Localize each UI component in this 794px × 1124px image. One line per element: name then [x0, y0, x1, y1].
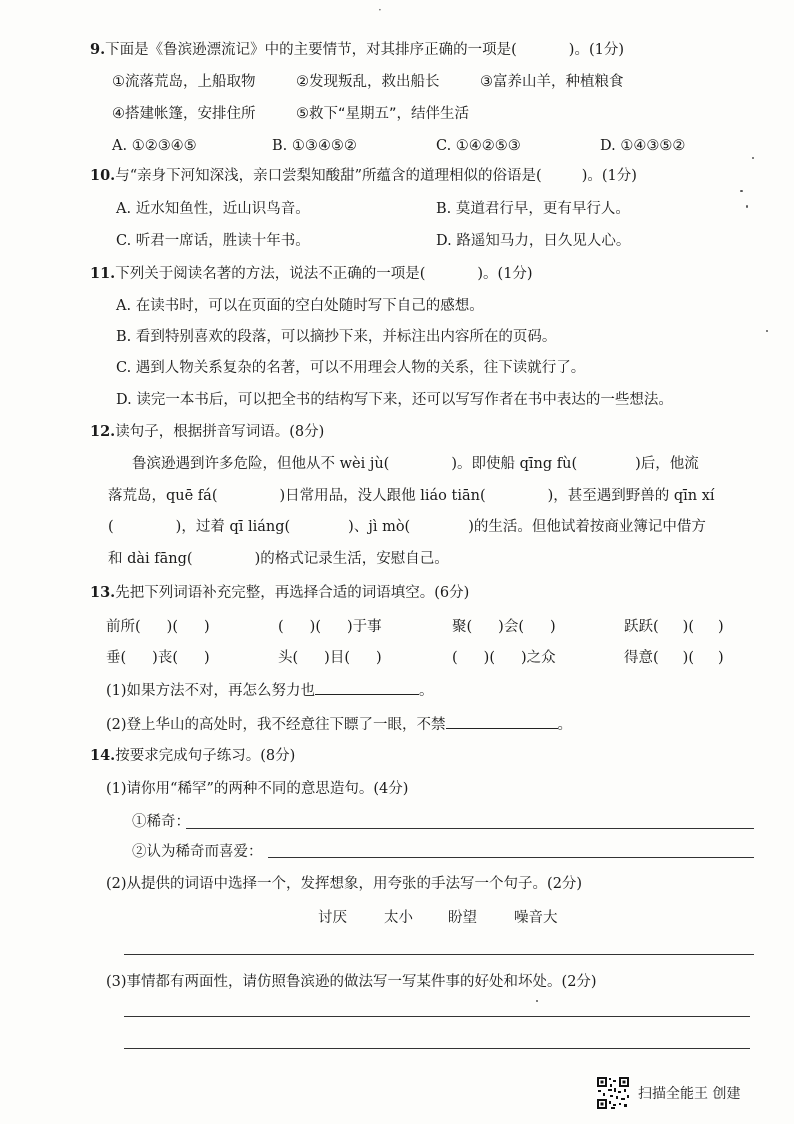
q13-s2-answer-line[interactable]: [446, 714, 558, 729]
q9-number: 9.: [90, 41, 106, 58]
q11-option-c[interactable]: C. 遇到人物关系复杂的名著，可以不用理会人物的关系，往下读就行了。: [116, 360, 586, 376]
q14-word-1: 讨厌: [318, 910, 347, 926]
q11-option-b[interactable]: B. 看到特别喜欢的段落，可以摘抄下来，并标注出内容所在的页码。: [116, 329, 557, 345]
q13-r2c2-a: 头(: [278, 650, 299, 666]
q13-r2c4-b: )(: [682, 650, 694, 666]
q10-option-b[interactable]: B. 莫道君行早，更有早行人。: [436, 201, 630, 217]
q9-stem: [90, 40, 624, 60]
q12-l1-c: )后，他流: [635, 456, 699, 472]
q13-r2c3-c: )之众: [521, 650, 556, 666]
q13-r1c3-a: 聚(: [452, 619, 473, 635]
q13-number: 13.: [90, 584, 116, 601]
q13-r2c3-a: (: [452, 650, 458, 666]
q12-l3-c: )、jì mò(: [348, 519, 411, 535]
q14-p3-answer-line-1[interactable]: [124, 1016, 750, 1017]
q13-r2c4-a: 得意(: [624, 650, 659, 666]
q9-stem-b: )。(1分): [568, 42, 624, 58]
q13-idiom-1[interactable]: [106, 617, 210, 637]
q13-r1c3-c: ): [550, 619, 556, 635]
q12-line-2: [108, 486, 715, 506]
q13-r1c4-a: 跃跃(: [624, 619, 659, 635]
q13-sentence-2: [106, 714, 572, 735]
q14-p1a-label: ①稀奇：: [132, 814, 190, 830]
q13-r2c1-a: 垂(: [106, 650, 127, 666]
q13-r2c2-b: )目(: [324, 650, 350, 666]
q10-option-a[interactable]: A. 近水知鱼性，近山识鸟音。: [116, 201, 310, 217]
q14-part-1: (1)请你用“稀罕”的两种不同的意思造句。(4分): [106, 781, 409, 797]
q13-r2c1-c: ): [204, 650, 210, 666]
q13-r1c4-b: )(: [682, 619, 694, 635]
q11-option-a[interactable]: A. 在读书时，可以在页面的空白处随时写下自己的感想。: [116, 298, 484, 314]
q11-stem-a: 下列关于阅读名著的方法，说法不正确的一项是(: [115, 266, 426, 282]
q10-option-d[interactable]: D. 路遥知马力，日久见人心。: [436, 233, 631, 249]
q11-stem-b: )。(1分): [477, 266, 533, 282]
q13-s2-a: (2)登上华山的高处时，我不经意往下瞟了一眼，不禁: [106, 717, 446, 733]
q13-r2c3-b: )(: [483, 650, 495, 666]
scan-speck: [746, 205, 748, 208]
q12-l3-b: )，过着 qī liáng(: [175, 519, 291, 535]
q9-item-2: ②发现叛乱，救出船长: [296, 74, 440, 90]
q14-stem: [90, 746, 295, 766]
q9-option-c[interactable]: C. ①④②⑤③: [436, 138, 521, 154]
q14-p2-answer-line[interactable]: [124, 954, 754, 955]
q13-r1c4-c: ): [718, 619, 724, 635]
q11-option-d[interactable]: D. 读完一本书后，可以把全书的结构写下来，还可以写写作者在书中表达的一些想法。: [116, 392, 673, 408]
q9-item-1: ①流落荒岛，上船取物: [112, 74, 256, 90]
q12-l2-b: )日常用品，没人跟他 liáo tiān(: [279, 488, 486, 504]
q14-p1a-answer-line[interactable]: [186, 828, 754, 829]
q11-stem: [90, 264, 533, 284]
q10-number: 10.: [90, 167, 116, 184]
q13-stem-text: 先把下列词语补充完整，再选择合适的词语填空。(6分): [115, 585, 470, 601]
q9-item-4: ④搭建帐篷，安排住所: [112, 106, 256, 122]
q13-idiom-5[interactable]: [106, 648, 210, 668]
q13-idiom-2[interactable]: [278, 617, 382, 637]
q14-word-2: 太小: [384, 910, 413, 926]
scan-speck: [740, 190, 743, 192]
scan-speck: [752, 157, 754, 159]
q12-l1-a: 鲁滨逊遇到许多危险，但他从不 wèi jù(: [132, 456, 390, 472]
q10-option-c[interactable]: C. 听君一席话，胜读十年书。: [116, 233, 310, 249]
q12-l2-a: 落荒岛，quē fá(: [108, 488, 218, 504]
q13-idiom-6[interactable]: [278, 648, 382, 668]
q13-r1c2-b: )(: [309, 619, 321, 635]
q9-option-d[interactable]: D. ①④③⑤②: [600, 138, 686, 154]
footer-scanner-credit: 扫描全能王 创建: [638, 1086, 741, 1102]
q14-part-3: (3)事情都有两面性，请仿照鲁滨逊的做法写一写某件事的好处和坏处。(2分): [106, 974, 597, 990]
q13-s1-answer-line[interactable]: [315, 680, 419, 695]
q13-r2c2-c: ): [376, 650, 382, 666]
q13-stem: [90, 583, 469, 603]
page-mark: ·: [378, 3, 382, 17]
q10-stem-a: 与“亲身下河知深浅，亲口尝梨知酸甜”所蕴含的道理相似的俗语是(: [115, 168, 542, 184]
scan-speck: [536, 1000, 538, 1002]
q13-r2c4-c: ): [718, 650, 724, 666]
q10-stem-b: )。(1分): [581, 168, 637, 184]
q10-stem: [90, 166, 637, 186]
q12-l4-b: )的格式记录生活，安慰自己。: [254, 551, 449, 567]
q13-idiom-4[interactable]: [624, 617, 724, 637]
q12-l1-b: )。即使船 qīng fù(: [451, 456, 578, 472]
q14-p1b-label: ②认为稀奇而喜爱：: [132, 844, 263, 860]
q9-item-5: ⑤救下“星期五”，结伴生活: [296, 106, 470, 122]
q9-option-b[interactable]: B. ①③④⑤②: [272, 138, 357, 154]
q9-item-3: ③富养山羊，种植粮食: [480, 74, 624, 90]
q13-r1c3-b: )会(: [498, 619, 524, 635]
q13-s1-b: 。: [419, 683, 434, 699]
q14-word-3: 盼望: [448, 910, 477, 926]
q13-sentence-1: [106, 680, 434, 701]
q9-option-a[interactable]: A. ①②③④⑤: [112, 138, 197, 154]
q12-stem: [90, 422, 324, 442]
q14-number: 14.: [90, 747, 116, 764]
q11-number: 11.: [90, 265, 116, 282]
q13-r1c2-a: (: [278, 619, 284, 635]
q13-s1-a: (1)如果方法不对，再怎么努力也: [106, 683, 316, 699]
q13-r1c2-c: )于事: [347, 619, 382, 635]
q13-idiom-7[interactable]: [452, 648, 556, 668]
scan-speck: [766, 330, 768, 332]
q13-r2c1-b: )丧(: [152, 650, 178, 666]
qr-code-icon: [596, 1076, 630, 1110]
q13-r1c1-a: 前所(: [106, 619, 141, 635]
q14-word-4: 噪音大: [514, 910, 558, 926]
q13-r1c1-b: )(: [166, 619, 178, 635]
q12-l2-c: )，甚至遇到野兽的 qīn xí: [547, 488, 715, 504]
q14-stem-text: 按要求完成句子练习。(8分): [115, 748, 296, 764]
q12-stem-text: 读句子，根据拼音写词语。(8分): [115, 424, 325, 440]
q14-part-2: (2)从提供的词语中选择一个，发挥想象，用夸张的手法写一个句子。(2分): [106, 876, 583, 892]
q12-l4-a: 和 dài fāng(: [108, 551, 193, 567]
q14-p1b-answer-line[interactable]: [268, 857, 754, 858]
q13-idiom-3[interactable]: [452, 617, 556, 637]
q12-l3-d: )的生活。但他试着按商业簿记中借方: [468, 519, 706, 535]
q12-number: 12.: [90, 423, 116, 440]
q12-l3-a: (: [108, 519, 114, 535]
q12-line-4: [108, 549, 449, 569]
q13-s2-b: 。: [557, 717, 573, 733]
q13-r1c1-c: ): [204, 619, 210, 635]
q12-line-1: [132, 454, 699, 474]
q9-stem-a: 下面是《鲁滨逊漂流记》中的主要情节，对其排序正确的一项是(: [105, 42, 517, 58]
q13-idiom-8[interactable]: [624, 648, 724, 668]
q14-p3-answer-line-2[interactable]: [124, 1048, 750, 1049]
q12-line-3: [108, 517, 706, 537]
